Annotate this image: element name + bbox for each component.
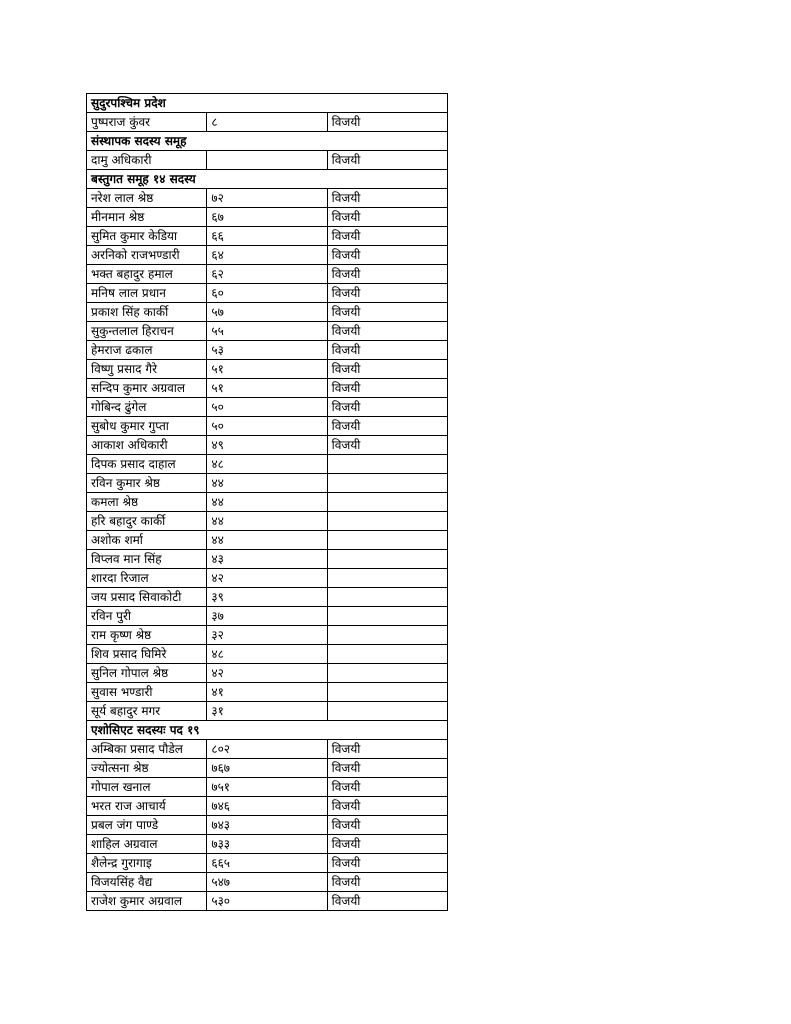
section-title: सुदुरपश्चिम प्रदेश xyxy=(87,94,448,113)
result-status-cell: विजयी xyxy=(327,417,447,436)
table-row xyxy=(87,455,448,474)
vote-count-cell: ८०२ xyxy=(207,740,327,759)
candidate-name-cell: अरनिको राजभण्डारी xyxy=(87,246,207,265)
results-table-body xyxy=(87,94,448,911)
vote-count-cell: ४३ xyxy=(207,550,327,569)
result-status-cell xyxy=(327,493,447,512)
candidate-name-cell: हरि बहादुर कार्की xyxy=(87,512,207,531)
table-row xyxy=(87,303,448,322)
result-status-cell xyxy=(327,683,447,702)
candidate-name-cell: हेमराज ढकाल xyxy=(87,341,207,360)
result-status-cell xyxy=(327,569,447,588)
section-title: संस्थापक सदस्य समूह xyxy=(87,132,448,151)
table-row xyxy=(87,341,448,360)
section-header-row xyxy=(87,721,448,740)
vote-count-cell: ८ xyxy=(207,113,327,132)
table-row xyxy=(87,151,448,170)
table-row xyxy=(87,379,448,398)
result-status-cell: विजयी xyxy=(327,189,447,208)
candidate-name-cell: गोबिन्द ढुंगेल xyxy=(87,398,207,417)
candidate-name-cell: शारदा रिजाल xyxy=(87,569,207,588)
table-row xyxy=(87,835,448,854)
result-status-cell: विजयी xyxy=(327,398,447,417)
candidate-name-cell: सुमित कुमार केडिया xyxy=(87,227,207,246)
result-status-cell: विजयी xyxy=(327,835,447,854)
result-status-cell: विजयी xyxy=(327,322,447,341)
result-status-cell xyxy=(327,455,447,474)
candidate-name-cell: गोपाल खनाल xyxy=(87,778,207,797)
result-status-cell: विजयी xyxy=(327,873,447,892)
result-status-cell: विजयी xyxy=(327,892,447,911)
result-status-cell: विजयी xyxy=(327,151,447,170)
result-status-cell: विजयी xyxy=(327,246,447,265)
result-status-cell xyxy=(327,607,447,626)
candidate-name-cell: सुवास भण्डारी xyxy=(87,683,207,702)
vote-count-cell: ५० xyxy=(207,398,327,417)
vote-count-cell: ६६५ xyxy=(207,854,327,873)
vote-count-cell: ३२ xyxy=(207,626,327,645)
table-row xyxy=(87,436,448,455)
vote-count-cell: ४४ xyxy=(207,512,327,531)
vote-count-cell: ५१ xyxy=(207,360,327,379)
candidate-name-cell: विष्णु प्रसाद गैरे xyxy=(87,360,207,379)
table-row xyxy=(87,208,448,227)
candidate-name-cell: जय प्रसाद सिवाकोटी xyxy=(87,588,207,607)
candidate-name-cell: भरत राज आचार्य xyxy=(87,797,207,816)
result-status-cell: विजयी xyxy=(327,740,447,759)
result-status-cell xyxy=(327,531,447,550)
candidate-name-cell: मीनमान श्रेष्ठ xyxy=(87,208,207,227)
vote-count-cell: ७५१ xyxy=(207,778,327,797)
vote-count-cell: ५४७ xyxy=(207,873,327,892)
vote-count-cell: ४९ xyxy=(207,436,327,455)
table-row xyxy=(87,474,448,493)
table-row xyxy=(87,284,448,303)
vote-count-cell: ६७ xyxy=(207,208,327,227)
table-row xyxy=(87,531,448,550)
candidate-name-cell: रविन कुमार श्रेष्ठ xyxy=(87,474,207,493)
vote-count-cell: ६६ xyxy=(207,227,327,246)
section-title: एशोसिएट सदस्यः पद १९ xyxy=(87,721,448,740)
candidate-name-cell: सुबोध कुमार गुप्ता xyxy=(87,417,207,436)
candidate-name-cell: रविन पुरी xyxy=(87,607,207,626)
candidate-name-cell: विप्लव मान सिंह xyxy=(87,550,207,569)
vote-count-cell: ७३३ xyxy=(207,835,327,854)
candidate-name-cell: सुकुन्तलाल हिराचन xyxy=(87,322,207,341)
table-row xyxy=(87,645,448,664)
table-row xyxy=(87,265,448,284)
result-status-cell: विजयी xyxy=(327,436,447,455)
vote-count-cell: ४२ xyxy=(207,664,327,683)
vote-count-cell: ३९ xyxy=(207,588,327,607)
vote-count-cell: ७२ xyxy=(207,189,327,208)
result-status-cell: विजयी xyxy=(327,778,447,797)
candidate-name-cell: अशोक शर्मा xyxy=(87,531,207,550)
section-header-row xyxy=(87,170,448,189)
result-status-cell: विजयी xyxy=(327,379,447,398)
candidate-name-cell: विजयसिंह वैद्य xyxy=(87,873,207,892)
result-status-cell: विजयी xyxy=(327,113,447,132)
candidate-name-cell: शैलेन्द्र गुरागाइ xyxy=(87,854,207,873)
result-status-cell xyxy=(327,474,447,493)
results-table xyxy=(86,93,448,911)
result-status-cell: विजयी xyxy=(327,360,447,379)
result-status-cell: विजयी xyxy=(327,797,447,816)
section-header-row xyxy=(87,132,448,151)
vote-count-cell: ३७ xyxy=(207,607,327,626)
candidate-name-cell: नरेश लाल श्रेष्ठ xyxy=(87,189,207,208)
vote-count-cell: ५० xyxy=(207,417,327,436)
table-row xyxy=(87,797,448,816)
result-status-cell xyxy=(327,645,447,664)
candidate-name-cell: सन्दिप कुमार अग्रवाल xyxy=(87,379,207,398)
table-row xyxy=(87,569,448,588)
candidate-name-cell: अम्बिका प्रसाद पौडेल xyxy=(87,740,207,759)
table-row xyxy=(87,702,448,721)
table-row xyxy=(87,322,448,341)
table-row xyxy=(87,778,448,797)
vote-count-cell: ४८ xyxy=(207,645,327,664)
result-status-cell: विजयी xyxy=(327,265,447,284)
result-status-cell xyxy=(327,626,447,645)
table-row xyxy=(87,626,448,645)
table-row xyxy=(87,588,448,607)
candidate-name-cell: सुनिल गोपाल श्रेष्ठ xyxy=(87,664,207,683)
candidate-name-cell: पुष्पराज कुंवर xyxy=(87,113,207,132)
vote-count-cell: ७४६ xyxy=(207,797,327,816)
vote-count-cell: ७६७ xyxy=(207,759,327,778)
result-status-cell: विजयी xyxy=(327,854,447,873)
vote-count-cell: ४४ xyxy=(207,531,327,550)
candidate-name-cell: भक्त बहादुर हमाल xyxy=(87,265,207,284)
table-row xyxy=(87,683,448,702)
table-row xyxy=(87,816,448,835)
vote-count-cell: ६० xyxy=(207,284,327,303)
vote-count-cell: ६४ xyxy=(207,246,327,265)
vote-count-cell: ३१ xyxy=(207,702,327,721)
candidate-name-cell: कमला श्रेष्ठ xyxy=(87,493,207,512)
vote-count-cell: ४२ xyxy=(207,569,327,588)
table-row xyxy=(87,854,448,873)
result-status-cell xyxy=(327,512,447,531)
table-row xyxy=(87,607,448,626)
table-row xyxy=(87,417,448,436)
table-row xyxy=(87,873,448,892)
table-row xyxy=(87,398,448,417)
candidate-name-cell: ज्योत्सना श्रेष्ठ xyxy=(87,759,207,778)
vote-count-cell: ५१ xyxy=(207,379,327,398)
vote-count-cell: ५५ xyxy=(207,322,327,341)
vote-count-cell: ६२ xyxy=(207,265,327,284)
candidate-name-cell: सूर्य बहादुर मगर xyxy=(87,702,207,721)
result-status-cell: विजयी xyxy=(327,303,447,322)
section-header-row xyxy=(87,94,448,113)
table-row xyxy=(87,664,448,683)
vote-count-cell: ४४ xyxy=(207,474,327,493)
table-row xyxy=(87,360,448,379)
table-row xyxy=(87,189,448,208)
candidate-name-cell: शिव प्रसाद घिमिरे xyxy=(87,645,207,664)
table-row xyxy=(87,227,448,246)
vote-count-cell: ४८ xyxy=(207,455,327,474)
table-row xyxy=(87,759,448,778)
candidate-name-cell: आकाश अधिकारी xyxy=(87,436,207,455)
result-status-cell: विजयी xyxy=(327,227,447,246)
vote-count-cell: ५७ xyxy=(207,303,327,322)
result-status-cell xyxy=(327,702,447,721)
candidate-name-cell: प्रकाश सिंह कार्की xyxy=(87,303,207,322)
vote-count-cell: ४१ xyxy=(207,683,327,702)
candidate-name-cell: प्रबल जंग पाण्डे xyxy=(87,816,207,835)
result-status-cell: विजयी xyxy=(327,284,447,303)
table-row xyxy=(87,892,448,911)
candidate-name-cell: दामु अधिकारी xyxy=(87,151,207,170)
result-status-cell xyxy=(327,550,447,569)
result-status-cell: विजयी xyxy=(327,759,447,778)
candidate-name-cell: राम कृष्ण श्रेष्ठ xyxy=(87,626,207,645)
section-title: बस्तुगत समूह १४ सदस्य xyxy=(87,170,448,189)
table-row xyxy=(87,512,448,531)
result-status-cell: विजयी xyxy=(327,208,447,227)
result-status-cell: विजयी xyxy=(327,816,447,835)
table-row xyxy=(87,493,448,512)
vote-count-cell: ७४३ xyxy=(207,816,327,835)
vote-count-cell: ५३० xyxy=(207,892,327,911)
candidate-name-cell: राजेश कुमार अग्रवाल xyxy=(87,892,207,911)
vote-count-cell: ४४ xyxy=(207,493,327,512)
table-row xyxy=(87,246,448,265)
result-status-cell xyxy=(327,664,447,683)
candidate-name-cell: मनिष लाल प्रधान xyxy=(87,284,207,303)
vote-count-cell xyxy=(207,151,327,170)
result-status-cell: विजयी xyxy=(327,341,447,360)
table-row xyxy=(87,740,448,759)
table-row xyxy=(87,550,448,569)
candidate-name-cell: शाहिल अग्रवाल xyxy=(87,835,207,854)
candidate-name-cell: दिपक प्रसाद दाहाल xyxy=(87,455,207,474)
vote-count-cell: ५३ xyxy=(207,341,327,360)
result-status-cell xyxy=(327,588,447,607)
table-row xyxy=(87,113,448,132)
